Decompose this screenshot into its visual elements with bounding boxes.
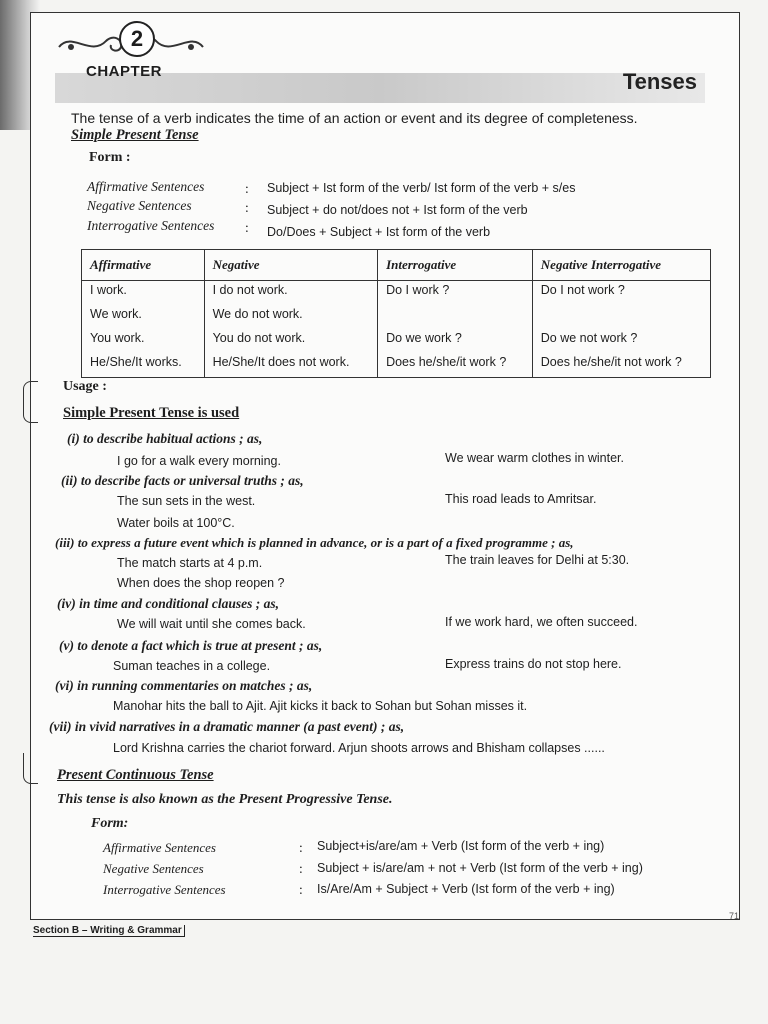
table-cell: Does he/she/it not work ? [532,353,710,378]
usage-item-5 [59,638,322,654]
usage-item-text: to express a future event which is planned in advance, or is a part of a fixed programme ; as, [77,535,574,550]
table-row [82,353,711,378]
table-cell: Do we work ? [378,329,533,353]
usage-item-number: (vi) [55,678,74,693]
simple-present-heading: Simple Present Tense [71,127,199,143]
form-label: Interrogative Sentences [103,882,226,897]
intro-text: The tense of a verb indicates the time of an action or event and its degree of completeness. [71,110,638,126]
chapter-number: 2 [119,21,155,57]
form-rule: Subject + Ist form of the verb/ Ist form of the verb + s/es [267,181,576,195]
form-rule: Subject + is/are/am + not + Verb (Ist form of the verb + ing) [317,861,643,875]
table-row [82,329,711,353]
example-sentence: When does the shop reopen ? [117,576,285,590]
table-cell [532,305,710,329]
section-footer: Section B – Writing & Grammar [33,925,185,937]
usage-item-number: (v) [59,638,74,653]
page-number: 71 [729,911,740,921]
simple-present-table [81,249,711,378]
table-cell: You work. [82,329,205,353]
usage-item-number: (iv) [57,596,76,611]
usage-item-4 [57,596,279,612]
chapter-label: CHAPTER [86,63,163,80]
chapter-title: Tenses [622,69,697,94]
form-heading: Form: [91,816,129,831]
textbook-page [30,12,740,936]
form-label: Interrogative Sentences [87,218,215,233]
example-sentence: The train leaves for Delhi at 5:30. [445,553,630,567]
table-cell: Do I work ? [378,281,533,306]
table-header-row [82,250,711,281]
example-sentence: The sun sets in the west. [117,494,256,508]
table-cell: We work. [82,305,205,329]
table-row [82,281,711,306]
usage-item-3 [55,535,574,551]
form-colon: : [245,220,249,235]
example-sentence: We wear warm clothes in winter. [445,451,624,465]
form-label: Negative Sentences [87,198,192,213]
usage-subheading: Simple Present Tense is used [63,405,240,421]
present-continuous-heading: Present Continuous Tense [57,767,214,783]
margin-bracket [23,753,38,784]
usage-item-text: in running commentaries on matches ; as, [77,678,313,693]
form-rule: Subject + do not/does not + Ist form of the verb [267,203,528,217]
form-colon: : [299,840,303,855]
usage-item-number: (ii) [61,473,78,488]
form-label: Negative Sentences [103,861,204,876]
form-colon: : [245,181,249,196]
table-header: Affirmative [82,250,205,281]
table-cell [378,305,533,329]
example-sentence: This road leads to Amritsar. [445,492,597,506]
usage-item-text: in time and conditional clauses ; as, [79,596,280,611]
form-colon: : [245,200,249,215]
table-header: Interrogative [378,250,533,281]
form-rule: Is/Are/Am + Subject + Verb (Ist form of the verb + ing) [317,882,615,896]
usage-heading: Usage : [63,379,107,394]
form-rule: Do/Does + Subject + Ist form of the verb [267,225,491,239]
table-header: Negative [204,250,378,281]
table-cell: He/She/It does not work. [204,353,378,378]
form-colon: : [299,882,303,897]
margin-bracket [23,381,38,423]
table-cell: Do we not work ? [532,329,710,353]
usage-item-7 [49,719,404,735]
table-cell: I do not work. [204,281,378,306]
usage-item-1 [67,431,262,447]
present-continuous-note: This tense is also known as the Present Progressive Tense. [57,792,393,807]
example-sentence: Manohar hits the ball to Ajit. Ajit kicks it back to Sohan but Sohan misses it. [113,699,528,713]
table-cell: Do I not work ? [532,281,710,306]
usage-item-text: to describe habitual actions ; as, [83,431,263,446]
example-sentence: Lord Krishna carries the chariot forward. Arjun shoots arrows and Bhisham collapses ...... [113,741,605,755]
table-cell: He/She/It works. [82,353,205,378]
example-sentence: The match starts at 4 p.m. [117,556,263,570]
usage-item-number: (i) [67,431,80,446]
form-label: Affirmative Sentences [103,840,216,855]
table-header: Negative Interrogative [532,250,710,281]
usage-item-2 [61,473,304,489]
example-sentence: We will wait until she comes back. [117,617,306,631]
table-cell: I work. [82,281,205,306]
usage-item-text: to denote a fact which is true at present ; as, [77,638,323,653]
table-cell: Does he/she/it work ? [378,353,533,378]
form-colon: : [299,861,303,876]
table-cell: You do not work. [204,329,378,353]
example-sentence: Suman teaches in a college. [113,659,271,673]
table-cell: We do not work. [204,305,378,329]
example-sentence: I go for a walk every morning. [117,454,281,468]
example-sentence: If we work hard, we often succeed. [445,615,638,629]
form-heading: Form : [89,150,131,165]
usage-item-6 [55,678,312,694]
usage-item-number: (vii) [49,719,72,734]
form-label: Affirmative Sentences [87,179,205,194]
example-sentence: Express trains do not stop here. [445,657,622,671]
table-row [82,305,711,329]
example-sentence: Water boils at 100°C. [117,516,235,530]
usage-item-text: to describe facts or universal truths ; as, [80,473,304,488]
usage-item-number: (iii) [55,535,75,550]
form-rule: Subject+is/are/am + Verb (Ist form of the verb + ing) [317,839,605,853]
usage-item-text: in vivid narratives in a dramatic manner (a past event) ; as, [74,719,405,734]
